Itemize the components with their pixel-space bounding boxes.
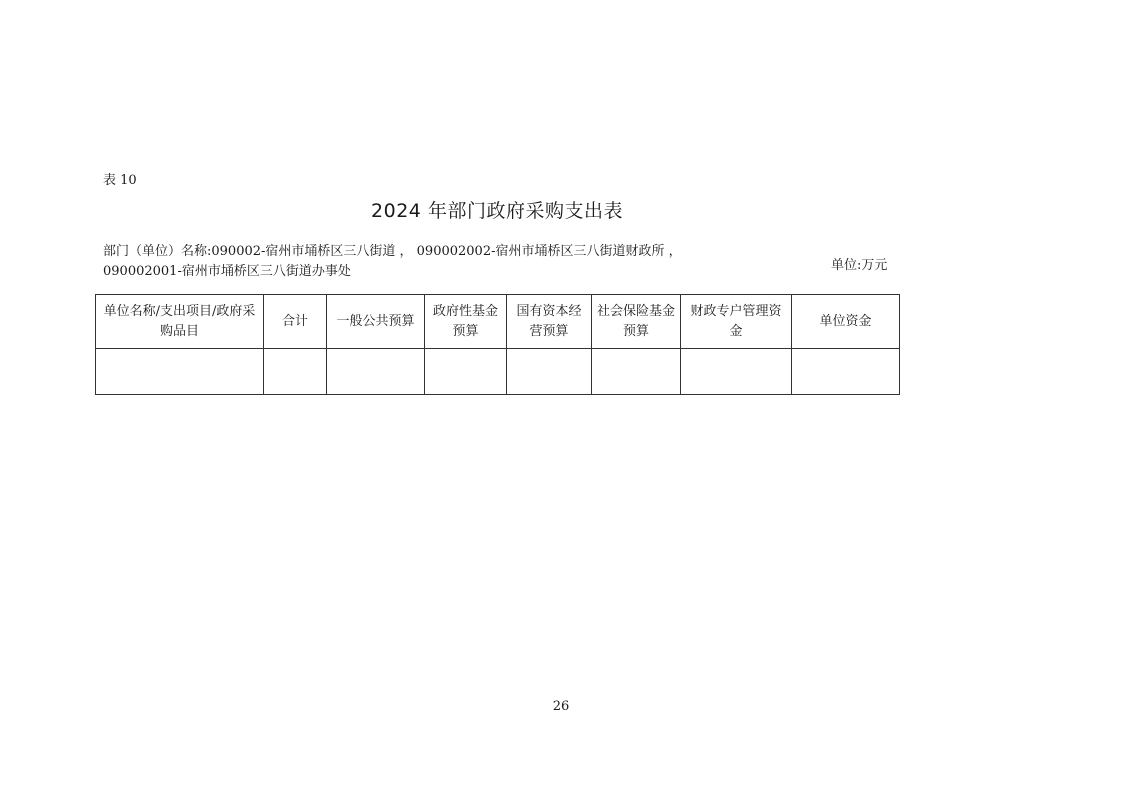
- table-cell: [96, 349, 264, 395]
- table-cell: [592, 349, 681, 395]
- column-header: 国有资本经营预算: [507, 295, 592, 349]
- department-line-1: 部门（单位）名称:090002-宿州市埇桥区三八街道 ， 090002002-宿州市埇桥区三八街道财政所 ，: [103, 244, 682, 259]
- column-header: 社会保险基金预算: [592, 295, 681, 349]
- table-cell: [264, 349, 327, 395]
- page-number: 26: [552, 699, 570, 714]
- table-cell: [681, 349, 792, 395]
- department-info: [103, 242, 703, 282]
- procurement-table: [95, 294, 900, 395]
- table-row: [96, 349, 900, 395]
- column-header: 财政专户管理资金: [681, 295, 792, 349]
- page-title: 2024 年部门政府采购支出表: [371, 200, 623, 222]
- table-number: 表 10: [103, 173, 137, 188]
- table-cell: [792, 349, 900, 395]
- column-header: 单位名称/支出项目/政府采购品目: [96, 295, 264, 349]
- table-cell: [327, 349, 425, 395]
- column-header: 政府性基金预算: [425, 295, 507, 349]
- unit-note: 单位:万元: [831, 258, 888, 273]
- column-header: 合计: [264, 295, 327, 349]
- table-cell: [425, 349, 507, 395]
- column-header: 单位资金: [792, 295, 900, 349]
- department-line-2: 090002001-宿州市埇桥区三八街道办事处: [103, 264, 351, 279]
- column-header: 一般公共预算: [327, 295, 425, 349]
- table-cell: [507, 349, 592, 395]
- table-header-row: [96, 295, 900, 349]
